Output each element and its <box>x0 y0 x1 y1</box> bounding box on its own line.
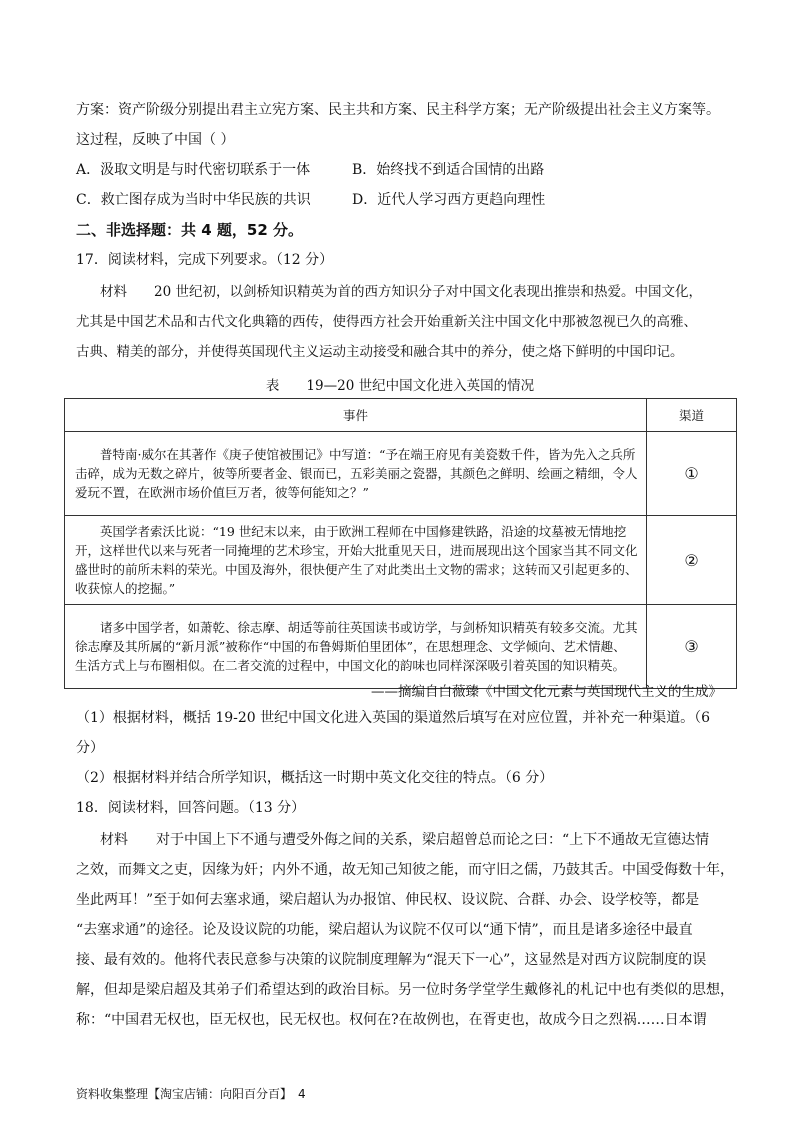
table-cell-event: 英国学者索沃比说：“19 世纪末以来，由于欧洲工程师在中国修建铁路，沿途的坟墓被无情地挖开，这样世代以来与死者一同掩埋的艺术珍宝，开始大批重见天日，进而展现出这个国家当其不同文化盛世时的前所未料的荣光。中国及海外，很快便产生了对此类出土文物的需求；这转而又引起更多的、收获惊人的挖掘。” <box>65 516 647 605</box>
table-caption: 表 19—20 世纪中国文化进入英国的情况 <box>265 378 535 394</box>
table-source: ——摘编自白薇臻《中国文化元素与英国现代主义的生成》 <box>371 684 722 700</box>
q16-option-c: C．救亡图存成为当时中华民族的共识 <box>76 192 311 208</box>
q17-material-line3: 古典、精美的部分，并使得英国现代主义运动主动接受和融合其中的养分，使之烙下鲜明的中国印记。 <box>76 344 684 360</box>
q16-option-a: A．汲取文明是与时代密切联系于一体 <box>76 162 311 178</box>
q17-sub2: （2）根据材料并结合所学知识，概括这一时期中英文化交往的特点。（6 分） <box>76 770 554 786</box>
table-cell-channel: ① <box>647 432 737 516</box>
q18-material-line3: 坐此两耳！”至于如何去塞求通，梁启超认为办报馆、伸民权、设议院、合群、办会、设学校等，都是 <box>76 892 700 908</box>
q17-material-line2: 尤其是中国艺术品和古代文化典籍的西传，使得西方社会开始重新关注中国文化中那被忽视已久的高雅、 <box>76 314 697 330</box>
table-header-row <box>65 399 737 432</box>
q16-stem-line1: 方案：资产阶级分别提出君主立宪方案、民主共和方案、民主科学方案；无产阶级提出社会主义方案等。 <box>76 102 720 118</box>
table-row <box>65 432 737 516</box>
q17-material-line1: 材料 20 世纪初，以剑桥知识精英为首的西方知识分子对中国文化表现出推崇和热爱。中国文化， <box>100 284 702 300</box>
q16-option-b: B．始终找不到适合国情的出路 <box>352 162 545 178</box>
q18-material-line4: “去塞求通”的途径。论及设议院的功能，梁启超认为议院不仅可以“通下情”，而且是诸多途径中最直 <box>76 922 693 938</box>
q17-sub1-line2: 分） <box>76 740 104 756</box>
q18-material-line2: 之效，而舞文之吏，因缘为奸；内外不通，故无知己知彼之能，而守旧之儒，乃鼓其舌。中国受侮数十年， <box>76 862 734 878</box>
table-row <box>65 605 737 689</box>
table-cell-channel: ② <box>647 516 737 605</box>
table-header-channel: 渠道 <box>647 399 737 432</box>
q18-material-line5: 接、最有效的。他将代表民意参与决策的议院制度理解为“混天下一心”，这显然是对西方议院制度的误 <box>76 952 707 968</box>
q16-stem-line2: 这过程，反映了中国（ ） <box>76 132 235 148</box>
section2-title: 二、非选择题：共 4 题，52 分。 <box>76 221 303 239</box>
q18-material-line7: 称：“中国君无权也，臣无权也，民无权也。权何在?在故例也，在胥吏也，故成今日之烈祸……日本谓 <box>76 1012 707 1028</box>
q17-sub1-line1: （1）根据材料，概括 19-20 世纪中国文化进入英国的渠道然后填写在对应位置，并补充一种渠道。（6 <box>76 710 711 726</box>
q18-material-line6: 解，但却是梁启超及其弟子们希望达到的政治目标。另一位时务学堂学生戴修礼的札记中也有类似的思想， <box>76 982 734 998</box>
q18-heading: 18．阅读材料，回答问题。（13 分） <box>76 800 306 816</box>
page-footer: 资料收集整理【淘宝店铺：向阳百分百】 4 <box>76 1087 306 1101</box>
table-cell-event: 普特南·威尔在其著作《庚子使馆被围记》中写道：“予在端王府见有美瓷数千件，皆为先入之兵所击碎，成为无数之碎片，彼等所要者金、银而已，五彩美丽之瓷器，其颜色之鲜明、绘画之精细，令人爱玩不置，在欧洲市场价值巨万者，彼等何能知之？” <box>65 432 647 516</box>
q18-material-line1: 材料 对于中国上下不通与遭受外侮之间的关系，梁启超曾总而论之曰：“上下不通故无宣德达情 <box>100 832 710 848</box>
table-row <box>65 516 737 605</box>
table-cell-event: 诸多中国学者，如萧乾、徐志摩、胡适等前往英国读书或访学，与剑桥知识精英有较多交流。尤其徐志摩及其所属的“新月派”被称作“中国的布鲁姆斯伯里团体”，在思想理念、文学倾向、艺术情趣、生活方式上与布圈相似。在二者交流的过程中，中国文化的韵味也同样深深吸引着英国的知识精英。 <box>65 605 647 689</box>
table-cell-channel: ③ <box>647 605 737 689</box>
table-header-event: 事件 <box>65 399 647 432</box>
culture-channels-table <box>64 398 737 689</box>
q17-heading: 17．阅读材料，完成下列要求。（12 分） <box>76 252 334 268</box>
q16-option-d: D．近代人学习西方更趋向理性 <box>352 192 546 208</box>
